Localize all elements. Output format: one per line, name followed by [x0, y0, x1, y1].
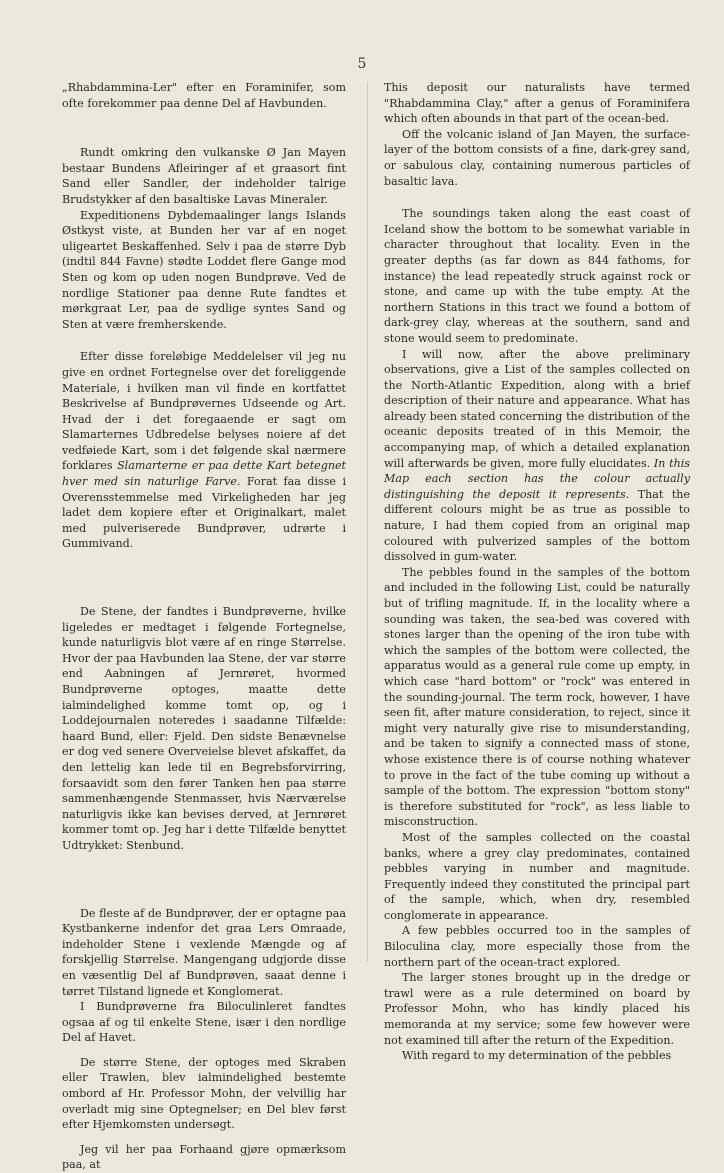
danish-paragraph-2: Rundt omkring den vulkanske Ø Jan Mayen bestaar Bundens Afleiringer af et graasort fint Sand eller Sandler, der indeholder talrige Brudstykker af den basaltiske Lavas Mineraler. [62, 146, 346, 206]
english-paragraph-3: The soundings taken along the east coast of Iceland show the bottom to be somewhat variable in character throughout that locality. Even in the greater depths (as far down as 844 fathoms, for instance) the lead repeatedly struck against rock or stone, and came up with the tube empty. At the northern Stations in this tract we found a bottom of dark-grey clay, whereas at the southern, sand and stone would seem to predominate. [384, 207, 690, 345]
danish-paragraph-7: I Bundprøverne fra Biloculinleret fandtes ogsaa af og til enkelte Stene, især i den nordlige Del af Havet. [62, 1000, 346, 1045]
english-paragraph-7: A few pebbles occurred too in the samples of Biloculina clay, more especially those from the northern part of the ocean-tract explored. [384, 924, 690, 969]
danish-paragraph-4-text-a: Efter disse foreløbige Meddelelser vil jeg nu give en ordnet Fortegnelse over det foreliggende Materiale, i hvilken man vil finde en kortfattet Beskrivelse af Bundprøvernes Udseende og Art. Hvad der i det foregaaende er sagt om Slamarternes Udbredelse belyses noiere af det vedføiede Kart, som i det følgende skal nærmere forklares [62, 350, 346, 473]
danish-paragraph-4 [62, 349, 346, 552]
danish-paragraph-9: Jeg vil her paa Forhaand gjøre opmærksom paa, at [62, 1142, 346, 1172]
danish-paragraph-8: De større Stene, der optoges med Skraben eller Trawlen, blev ialmindelighed bestemte ombord af Hr. Professor Mohn, der velvillig har overladt mig sine Optegnelser; en Del blev først efter Hjemkomsten undersøgt. [62, 1055, 346, 1132]
danish-paragraph-4-italic: Slamarterne er paa dette Kart betegnet hver med sin naturlige Farve. [62, 459, 346, 489]
english-paragraph-4 [384, 347, 690, 565]
english-paragraph-8: The larger stones brought up in the dredge or trawl were as a rule determined on board by Professor Mohn, who has kindly placed his memoranda at my service; some few however were not examined till after the return of the Expedition. [384, 971, 690, 1047]
english-paragraph-2: Off the volcanic island of Jan Mayen, the surface-layer of the bottom consists of a fine, dark-grey sand, or sabulous clay, containing numerous particles of basaltic lava. [384, 127, 690, 188]
danish-paragraph-1: „Rhabdammina-Ler" efter en Foraminifer, som ofte forekommer paa denne Del af Havbunden. [62, 81, 346, 110]
english-paragraph-6: Most of the samples collected on the coastal banks, where a grey clay predominates, contained pebbles varying in number and magnitude. Frequently indeed they constituted the principal part of the sample, which, when dry, resembled conglomerate in appearance. [384, 830, 690, 922]
danish-column [62, 80, 346, 1173]
column-divider [367, 82, 368, 962]
danish-paragraph-3: Expeditionens Dybdemaalinger langs Islands Østkyst viste, at Bunden her var af en noget uligeartet Beskaffenhed. Selv i paa de større Dyb (indtil 844 Favne) stødte Loddet flere Gange mod Sten og kom op uden nogen Bundprøve. Ved de nordlige Stationer paa denne Rute fandtes et mørkgraat Ler, paa de sydlige syntes Sand og Sten at være fremherskende. [62, 208, 346, 331]
english-paragraph-4-text-a: I will now, after the above preliminary observations, give a List of the samples collected on the North-Atlantic Expedition, along with a brief description of their nature and appearance. What has already been stated concerning the distribution of the oceanic deposits treated of in this Memoir, the accompanying map, of which a detailed explanation will afterwards be given, more fully elucidates. [384, 347, 690, 470]
english-paragraph-1: This deposit our naturalists have termed "Rhabdammina Clay," after a genus of Foraminifera which often abounds in that part of the ocean-bed. [384, 81, 690, 126]
danish-paragraph-4-text-b: Forat faa disse i Overensstemmelse med Virkeligheden har jeg ladet dem kopiere efter et Originalkart, malet med pulveriserede Bundprøver, udrørte i Gummivand. [62, 475, 346, 551]
english-paragraph-4-italic: In this Map each section has the colour actually distinguishing the deposit it represents. [384, 456, 690, 501]
danish-paragraph-5: De Stene, der fandtes i Bundprøverne, hvilke ligeledes er medtaget i følgende Fortegnelse, kunde naturligvis blot være af en ringe Størrelse. Hvor der paa Havbunden laa Stene, der var større end Aabningen af Jernrøret, hvormed Bundprøverne optoges, maatte dette ialmindelighed komme tomt op, og i Loddejournalen noteredes i saadanne Tilfælde: haard Bund, eller: Fjeld. Den sidste Benævnelse er dog ved senere Overveielse blevet afskaffet, da den lettelig kan lede til en Begrebsforvirring, forsaavidt som den fører Tanken hen paa større sammenhængende Stenmasser, hvis Nærværelse naturligvis ikke kan bevises derved, at Jernrøret kommer tomt op. Jeg har i dette Tilfælde benyttet Udtrykket: Stenbund. [62, 605, 346, 852]
english-paragraph-5: The pebbles found in the samples of the bottom and included in the following List, could be naturally but of trifling magnitude. If, in the locality where a sounding was taken, the sea-bed was covered with stones larger than the opening of the iron tube with which the samples of the bottom were collected, the apparatus would as a general rule come up empty, in which case "hard bottom" or "rock" was entered in the sounding-journal. The term rock, however, I have seen fit, after mature consideration, to reject, since it might very naturally give rise to misunderstanding, and be taken to signify a connected mass of stone, whose existence there is of course nothing whatever to prove in the fact of the tube coming up without a sample of the bottom. The expression "bottom stony" is therefore substituted for "rock", as less liable to misconstruction. [384, 565, 690, 829]
english-paragraph-4-text-b: That the different colours might be as true as possible to nature, I had them copied from an original map coloured with pulverized samples of the bottom dissolved in gum-water. [384, 487, 690, 564]
english-column [384, 80, 690, 1064]
danish-paragraph-6: De fleste af de Bundprøver, der er optagne paa Kystbankerne indenfor det graa Lers Omraade, indeholder Stene i vexlende Mængde og af forskjellig Størrelse. Mangengang udgjorde disse en væsentlig Del af Bundprøven, saaat denne i tørret Tilstand lignede et Konglomerat. [62, 906, 346, 998]
english-paragraph-9: With regard to my determination of the pebbles [402, 1049, 672, 1063]
page-number: 5 [357, 56, 367, 72]
